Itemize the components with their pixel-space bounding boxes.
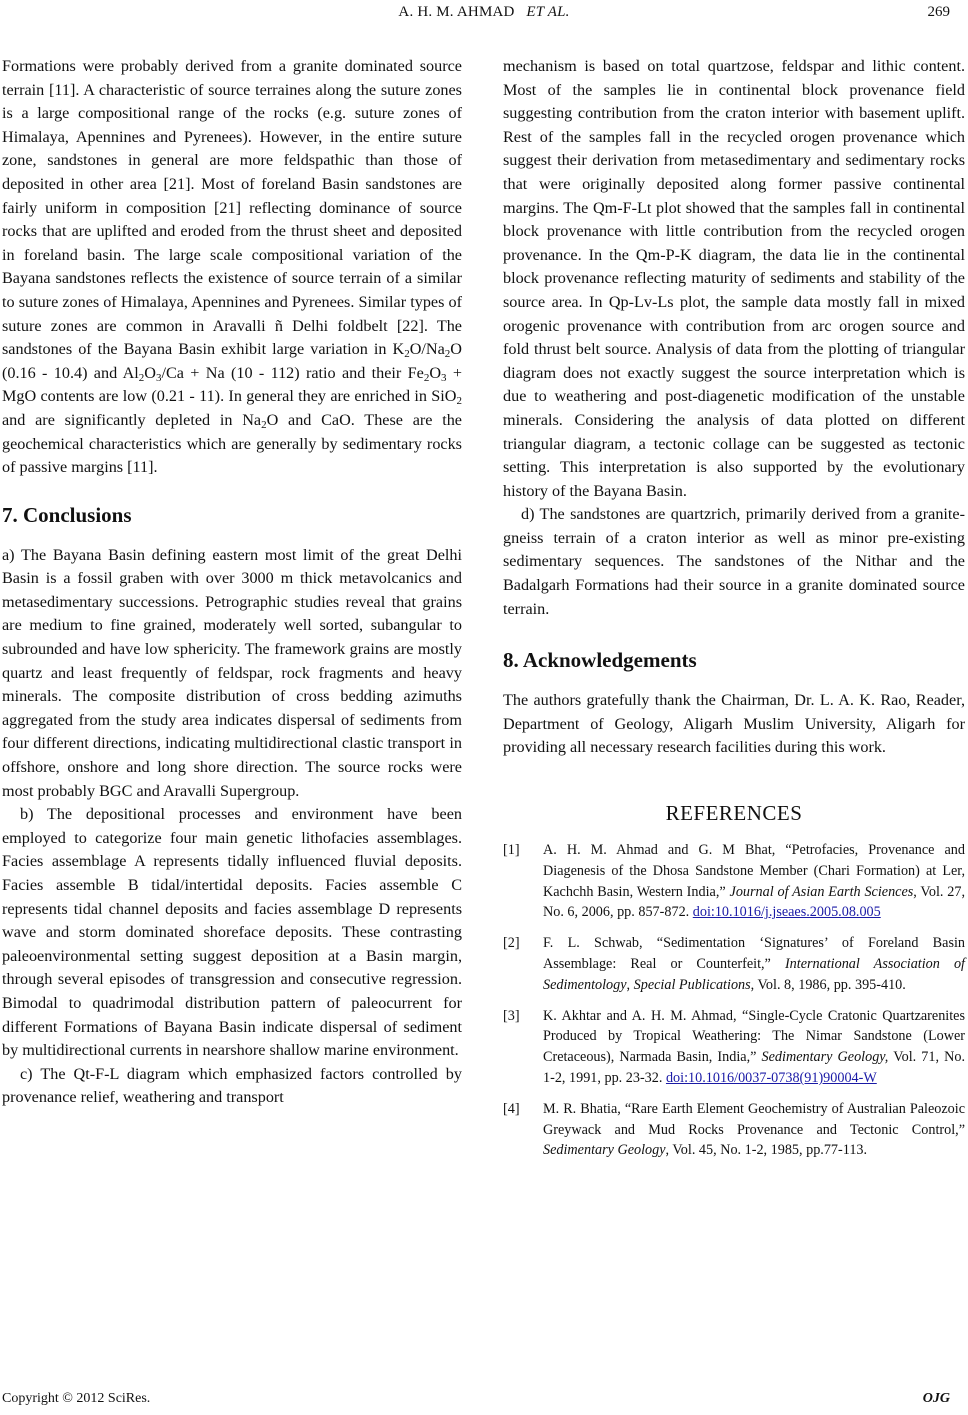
acknowledgements-heading: 8. Acknowledgements	[503, 648, 697, 673]
page-header	[0, 0, 968, 32]
running-title	[0, 4, 968, 21]
reference-item: [3] K. Akhtar and A. H. M. Ahmad, “Single-Cycle Cratonic Quartzarenites Produced by Tropical Weathering: The Nimar Sandstone (Lower Cretaceous), Narmada Basin, India,” Sedimentary Geology, Vol. 71, No. 1-2, 1991, pp. 23-32. doi:10.1016/0037-0738(91)90004-W	[503, 1007, 965, 1086]
running-title-etal: ET AL.	[526, 4, 570, 20]
reference-item: [4] M. R. Bhatia, “Rare Earth Element Geochemistry of Australian Paleozoic Greywack and Mud Rocks Provenance and Tectonic Control,” Sedimentary Geology, Vol. 45, No. 1-2, 1985, pp.77-113.	[503, 1100, 965, 1159]
copyright-notice: Copyright © 2012 SciRes.	[2, 1391, 151, 1406]
reference-item: [1] A. H. M. Ahmad and G. M Bhat, “Petrofacies, Provenance and Diagenesis of the Dhosa Sandstone Member (Chari Formation) at Ler, Kachchh Basin, Western India,” Journal of Asian Earth Sciences, Vol. 27, No. 6, 2006, pp. 857-872. doi:10.1016/j.jseaes.2005.08.005	[503, 842, 966, 921]
conclusions-heading: 7. Conclusions	[2, 502, 132, 527]
page-number: 269	[927, 4, 950, 20]
doi-link[interactable]: doi:10.1016/0037-0738(91)90004-W	[665, 1070, 877, 1086]
reference-item: [2] F. L. Schwab, “Sedimentation ‘Signatures’ of Foreland Basin Assemblage: Real or Counterfeit,” International Association of Sedimentology, Special Publications, Vol. 8, 1986, pp. 395-410.	[503, 935, 966, 993]
conclusion-d: d) The sandstones are quartzrich, primarily derived from a granite-gneiss terrain of a craton interior as well as minor pre-existing sedimentary sequences. The sandstones of the Nithar and the Badalgarh Formations had their source in a granite dominated source terrain.	[503, 505, 965, 618]
conclusion-a: a) The Bayana Basin defining eastern most limit of the great Delhi Basin is a fossil graben with over 3000 m thick metavolcanics and metasedimentary successions. Petrographic studies reveal that grains are medium to fine grained, moderately well sorted, subangular to subrounded and have low sphericity. The framework grains are mostly quartz and least frequently of feldspar, rock fragments and heavy minerals. The composite distribution of cross bedding azimuths aggregated from the study area indicates dispersal of sediments from four different directions, indicating multidirectional clastic transport in offshore, onshore and long shore direction. The source rocks were most probably BGC and Aravalli Supergroup.	[2, 545, 462, 800]
running-title-authors: A. H. M. AHMAD	[398, 4, 515, 20]
intro-paragraph: Formations were probably derived from a granite dominated source terrain [11]. A characteristic of source terraines along the suture zones is a large compositional range of the rocks (e.g. suture zones of Himalaya, Apennines and Pyrenees). However, in the entire suture zone, sandstones in general are more feldspathic than those of deposited in other area [21]. Most of foreland Basin sandstones are fairly uniform in composition [21] reflecting dominance of source rocks that are uplifted and eroded from the thrust sheet and deposited in foreland basin. The large scale compositional variation of the Bayana sandstones reflects the existence of source terrain of a similar to suture zones of Himalaya, Apennines and Pyrenees. Similar types of suture zones are common in Aravalli ñ Delhi foldbelt [22]. The sandstones of the Bayana Basin exhibit large variation in $K_2O/Na_2O$ (0.16 - 10.4) and $Al_2O_3/Ca + Na$ (10 - 112) ratio and their $Fe_2O_3$ + MgO contents are low (0.21 - 11). In general they are enriched in SiO$_2$ and are significantly depleted in $Na_2O$ and CaO. These are the geochemical characteristics which are generally by sedimentary rocks of passive margins [11].	[2, 57, 462, 477]
page-footer	[0, 1389, 968, 1415]
doi-link[interactable]: doi:10.1016/j.jseaes.2005.08.005	[692, 904, 881, 921]
journal-abbrev: OJG	[922, 1391, 950, 1406]
conclusion-c-continued: mechanism is based on total quartzose, feldspar and lithic content. Most of the samples lie in continental block provenance field suggesting contribution from the craton interior with basement uplift. Rest of the samples fall in the recycled orogen provenance which suggest their derivation from metasedimentary and sedimentary rocks that were originally deposited along former passive continental margins. The Qm-F-Lt plot showed that the samples fall in continental block provenance with little contribution from the recycled orogen provenance. In the Qm-P-K diagram, the data lie in the continental block provenance reflecting maturity of sediments and stability of the source area. In Qp-Lv-Ls plot, the sample data mostly fall in mixed orogenic provenance with contribution from arc orogen source and fold thrust belt source. Analysis of data from the plotting of triangular diagram does not exactly suggest the source interpretation which is due to weathering and post-diagenetic modification of the unstable minerals. Considering the analysis of data plotted on different triangular diagram, a tectonic collage can be suggested as tectonic setting. This interpretation is also supported by the evolutionary history of the Bayana Basin.	[503, 57, 965, 500]
left-column	[2, 55, 462, 1110]
conclusion-b: b) The depositional processes and environment have been employed to categorize four main genetic lithofacies assemblages. Facies assemblage A represents tidally influenced fluvial deposits. Facies assemble B tidal/intertidal deposits. Facies assemble C represents tidal channel deposits and facies assemblage D represents wave and storm dominated shoreface deposits. These contrasting paleoenvironmental setting suggest deposition at a Basin margin, through several episodes of transgression and consecutive regression. Bimodal to quadrimodal distribution pattern of paleocurrent for different Formations of Bayana Basin indicate dispersal of sediment by multidirectional currents in nearshore shallow marine environment.	[2, 805, 462, 1060]
references-heading: REFERENCES	[665, 801, 803, 826]
acknowledgements-text: The authors gratefully thank the Chairman, Dr. L. A. K. Rao, Reader, Department of Geology, Aligarh Muslim University, Aligarh for providing all necessary research facilities during this work.	[503, 691, 965, 757]
conclusion-c-start: c) The Qt-F-L diagram which emphasized factors controlled by provenance relief, weathering and transport	[2, 1064, 462, 1107]
right-column	[503, 55, 965, 1171]
